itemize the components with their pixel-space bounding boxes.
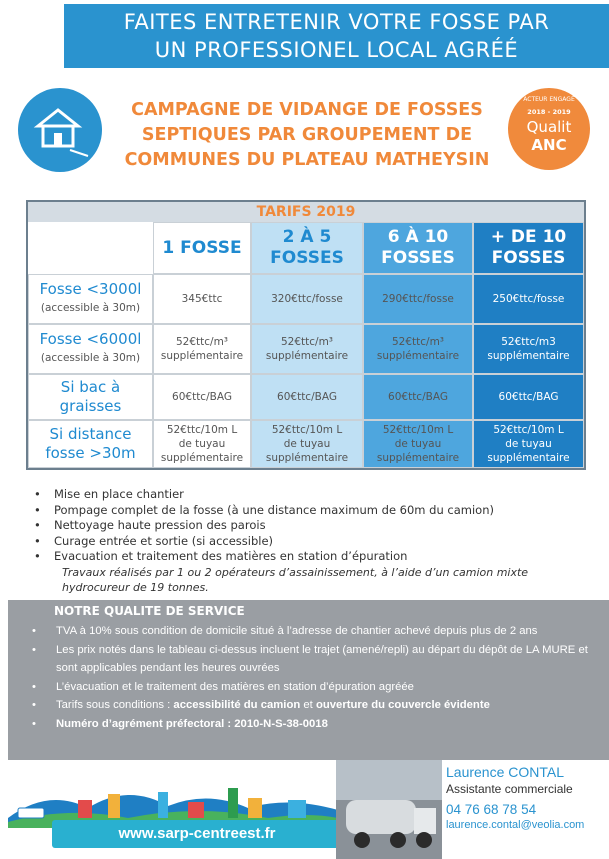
contact-email[interactable]: laurence.contal@veolia.com	[446, 819, 585, 831]
qualit-anc-badge	[508, 88, 590, 170]
col-header-3: 6 À 10 FOSSES	[363, 222, 473, 274]
price-cell: 60€ttc/BAG	[473, 374, 584, 420]
task-list	[34, 487, 494, 565]
row-label-2-sub: (accessible à 30m)	[40, 352, 141, 364]
agrement-number: Numéro d’agrément préfectoral : 2010-N-S-38-0018	[56, 717, 328, 730]
service-quality-block	[8, 600, 609, 760]
tarifs-title: TARIFS 2019	[28, 202, 584, 222]
price-cell: 52€ttc/m³ supplémentaire	[153, 324, 251, 374]
campaign-title	[102, 98, 512, 173]
truck-photo-icon	[336, 760, 442, 859]
list-item: • L’évacuation et le traitement des matières en station d’épuration agréée	[22, 678, 602, 697]
conditions-prefix: Tarifs sous conditions :	[56, 699, 174, 711]
price-cell: 52€ttc/10m L de tuyau supplémentaire	[473, 420, 584, 468]
row-label-2	[28, 324, 153, 374]
header-banner	[64, 4, 609, 68]
campaign-line-1: CAMPAGNE DE VIDANGE DE FOSSES	[131, 100, 483, 120]
row-label-3	[28, 374, 153, 420]
price-cell: 52€ttc/m³ supplémentaire	[251, 324, 363, 374]
conditions-mid: et	[300, 699, 316, 711]
footer	[0, 760, 609, 859]
works-note: Travaux réalisés par 1 ou 2 opérateurs d’assainissement, à l’aide d’un camion mixte hydrocureur de 19 tonnes.	[62, 566, 529, 594]
list-item: • Pompage complet de la fosse (à une distance maximum de 60m du camion)	[34, 503, 494, 519]
tarifs-table	[26, 200, 586, 470]
price-cell: 52€ttc/m³ supplémentaire	[363, 324, 473, 374]
price-cell: 52€ttc/10m L de tuyau supplémentaire	[363, 420, 473, 468]
list-item: • Mise en place chantier	[34, 487, 494, 503]
row-label-3-main: Si bac à graisses	[59, 378, 122, 415]
badge-years: 2018 - 2019	[527, 108, 571, 116]
price-cell: 250€ttc/fosse	[473, 274, 584, 324]
row-label-2-main: Fosse <6000l	[39, 330, 142, 348]
list-item	[22, 696, 602, 715]
price-cell: 52€ttc/10m L de tuyau supplémentaire	[251, 420, 363, 468]
row-label-1-main: Fosse <3000l	[39, 280, 142, 298]
list-item: • Curage entrée et sortie (si accessible)	[34, 534, 494, 550]
price-cell: 60€ttc/BAG	[153, 374, 251, 420]
row-label-4	[28, 420, 153, 468]
row-label-1-sub: (accessible à 30m)	[40, 302, 141, 314]
col-header-1: 1 FOSSE	[153, 222, 251, 274]
price-cell: 52€ttc/m3 supplémentaire	[473, 324, 584, 374]
contact-phone[interactable]: 04 76 68 78 54	[446, 802, 537, 817]
price-cell: 52€ttc/10m L de tuyau supplémentaire	[153, 420, 251, 468]
conditions-access: accessibilité du camion	[173, 699, 301, 711]
campaign-line-2: SEPTIQUES PAR GROUPEMENT DE	[141, 125, 473, 145]
list-item: • Evacuation et traitement des matières en station d’épuration	[34, 549, 494, 565]
price-cell: 345€ttc	[153, 274, 251, 324]
badge-top-text: ACTEUR ENGAGÉ	[523, 96, 575, 103]
campaign-line-3: COMMUNES DU PLATEAU MATHEYSIN	[124, 150, 490, 170]
list-item: • Les prix notés dans le tableau ci-dessus incluent le trajet (amené/repli) au départ du dépôt de LA MURE et sont applicables pendant les heures ouvrées	[22, 641, 602, 678]
contact-card	[446, 764, 606, 831]
service-title: NOTRE QUALITE DE SERVICE	[54, 604, 245, 618]
header-line-2: UN PROFESSIONEL LOCAL AGRÉÉ	[154, 38, 519, 62]
price-cell: 290€ttc/fosse	[363, 274, 473, 324]
badge-qualit: Qualit	[526, 118, 572, 136]
price-cell: 60€ttc/BAG	[251, 374, 363, 420]
price-cell: 320€ttc/fosse	[251, 274, 363, 324]
list-item: • Nettoyage haute pression des parois	[34, 518, 494, 534]
list-item: • TVA à 10% sous condition de domicile situé à l’adresse de chantier achevé depuis plus de 2 ans	[22, 622, 602, 641]
row-label-4-main: Si distance fosse >30m	[45, 425, 136, 462]
list-item	[22, 715, 602, 734]
house-icon	[30, 102, 90, 158]
service-list	[22, 622, 602, 733]
contact-role: Assistante commerciale	[446, 782, 573, 796]
header-line-1: FAITES ENTRETENIR VOTRE FOSSE PAR	[123, 10, 550, 34]
house-icon-badge	[18, 88, 102, 172]
row-label-1	[28, 274, 153, 324]
price-cell: 60€ttc/BAG	[363, 374, 473, 420]
contact-name: Laurence CONTAL	[446, 764, 565, 780]
badge-anc: ANC	[531, 136, 567, 154]
conditions-lid: ouverture du couvercle évidente	[315, 699, 490, 711]
col-header-2: 2 À 5 FOSSES	[251, 222, 363, 274]
col-header-4: + DE 10 FOSSES	[473, 222, 584, 274]
website-link[interactable]: www.sarp-centreest.fr	[52, 820, 342, 848]
